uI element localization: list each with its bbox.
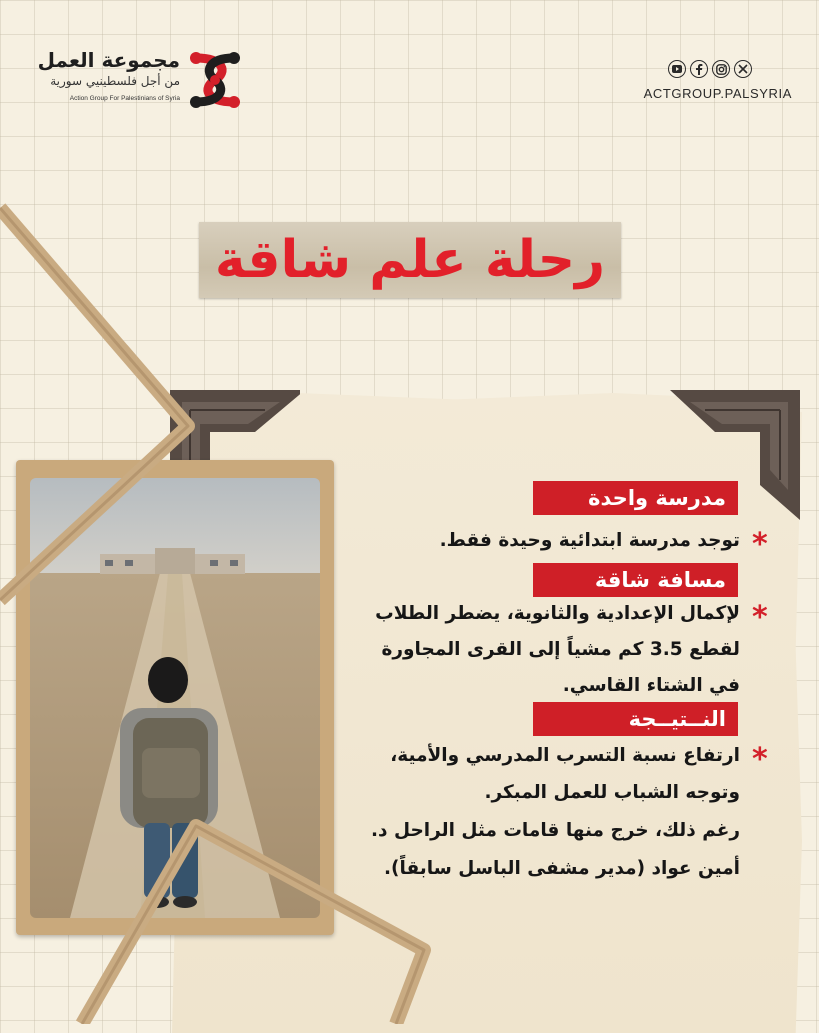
section-three-line-1: ارتفاع نسبة التسرب المدرسي والأمية، xyxy=(390,745,740,766)
section-three-line-4: أمين عواد (مدير مشفى الباسل سابقاً). xyxy=(384,858,740,879)
social-links xyxy=(668,60,752,82)
section-two-line-3: في الشتاء القاسي. xyxy=(562,675,740,696)
section-three-line-2: وتوجه الشباب للعمل المبكر. xyxy=(484,782,740,803)
section-heading-result: النــتيــجة xyxy=(533,702,738,736)
bullet-asterisk-icon: * xyxy=(752,527,768,562)
bullet-asterisk-icon: * xyxy=(752,742,768,777)
bullet-asterisk-icon: * xyxy=(752,600,768,635)
youtube-icon[interactable] xyxy=(668,60,686,78)
section-one-line-1: توجد مدرسة ابتدائية وحيدة فقط. xyxy=(439,530,740,551)
section-two-line-1: لإكمال الإعدادية والثانوية، يضطر الطلاب xyxy=(375,603,740,624)
section-heading-hard-distance: مسافة شاقة xyxy=(533,563,738,597)
brand-subtitle: من أجل فلسطينيي سورية xyxy=(50,74,180,88)
instagram-icon[interactable] xyxy=(712,60,730,78)
facebook-icon[interactable] xyxy=(690,60,708,78)
section-three-line-3: رغم ذلك، خرج منها قامات مثل الراحل د. xyxy=(371,820,740,841)
section-two-line-2: لقطع 3.5 كم مشياً إلى القرى المجاورة xyxy=(381,639,740,660)
x-icon[interactable] xyxy=(734,60,752,78)
logo-icon xyxy=(184,48,246,112)
brand-title: مجموعة العمل xyxy=(37,48,180,72)
social-handle[interactable]: ACTGROUP.PALSYRIA xyxy=(643,86,792,101)
brand-name-en: Action Group For Palestinians of Syria xyxy=(69,95,180,102)
page-title: رحلة علم شاقة xyxy=(214,230,606,290)
section-heading-one-school: مدرسة واحدة xyxy=(533,481,738,515)
